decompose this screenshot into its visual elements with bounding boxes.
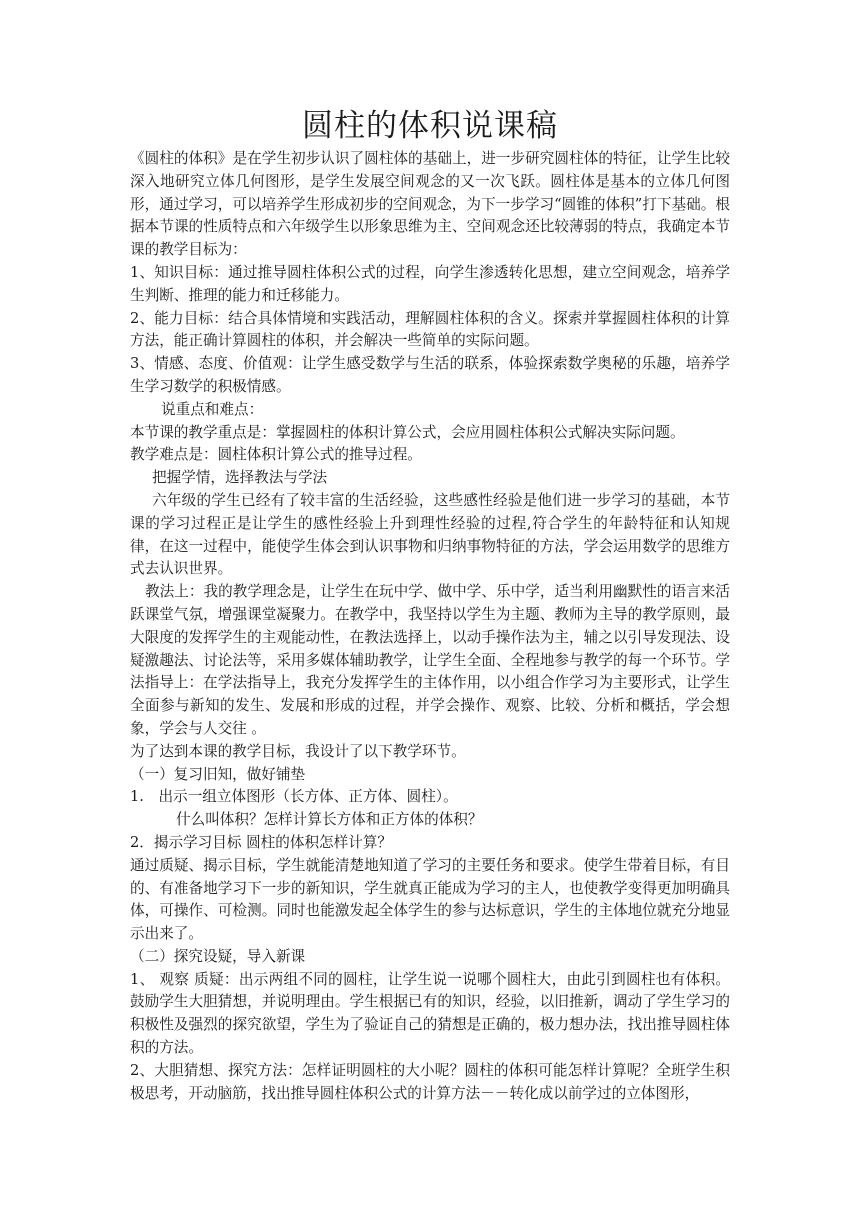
observe-question: 1、 观察 质疑：出示两组不同的圆柱，让学生说一说哪个圆柱大，由此引到圆柱也有体积。鼓励学生大胆猜想，并说明理由。学生根据已有的知识，经验，以旧推新，调动了学生学习的积极性及强烈的探究欲望，学生为了验证自己的猜想是正确的，极力想办法，找出推导圆柱体积的方法。 [130, 970, 730, 1057]
difficult-point: 教学难点是：圆柱体积计算公式的推导过程。 [130, 446, 422, 464]
document-body [130, 148, 730, 1105]
goal-explanation: 通过质疑、揭示目标，学生就能清楚地知道了学习的主要任务和要求。使学生带着目标，有目的、有准备地学习下一步的新知识，学生就真正能成为学习的主人，也使教学变得更加明确具体，可操作、可检测。同时也能激发起全体学生的参与达标意识，学生的主体地位就充分地显示出来了。 [130, 856, 730, 943]
guess-explore: 2、大胆猜想、探究方法：怎样证明圆柱的大小呢？圆柱的体积可能怎样计算呢？全班学生积极思考，开动脑筋，找出推导圆柱体积公式的计算方法－－转化成以前学过的立体图形， [130, 1061, 730, 1102]
key-point: 本节课的教学重点是：掌握圆柱的体积计算公式，会应用圆柱体积公式解决实际问题。 [130, 423, 685, 441]
step-1-question: 什么叫体积？怎样计算长方体和正方体的体积？ [176, 811, 483, 829]
heading-key-points: 说重点和难点： [161, 400, 264, 418]
objective-ability: 2、能力目标：结合具体情境和实践活动，理解圆柱体积的含义。探索并掌握圆柱体积的计算方法，能正确计算圆柱的体积，并会解决一些简单的实际问题。 [130, 309, 730, 350]
heading-methods: 把握学情，选择教法与学法 [152, 469, 328, 487]
teaching-method-paragraph: 教法上：我的教学理念是，让学生在玩中学、做中学、乐中学，适当利用幽默性的语言来活跃课堂气氛，增强课堂凝聚力。在教学中，我坚持以学生为主题、教师为主导的教学原则，最大限度的发挥学生的主观能动性，在教法选择上，以动手操作法为主，辅之以引导发现法、设疑激趣法、讨论法等，采用多媒体辅助教学，让学生全面、全程地参与教学的每一个环节。学法指导上：在学法指导上，我充分发挥学生的主体作用，以小组合作学习为主要形式，让学生全面参与新知的发生、发展和形成的过程，并学会操作、观察、比较、分析和概括，学会想象，学会与人交往 。 [130, 583, 730, 737]
section-one-heading: （一）复习旧知，做好铺垫 [130, 765, 306, 783]
design-intro: 为了达到本课的教学目标，我设计了以下教学环节。 [130, 742, 466, 760]
objective-knowledge: 1、知识目标：通过推导圆柱体积公式的过程，向学生渗透转化思想，建立空间观念，培养学生判断、推理的能力和迁移能力。 [130, 263, 730, 304]
document-title: 圆柱的体积说课稿 [302, 108, 558, 144]
step-2: 2．揭示学习目标 圆柱的体积怎样计算？ [130, 833, 393, 851]
objective-emotion: 3、情感、态度、价值观：让学生感受数学与生活的联系，体验探索数学奥秘的乐趣，培养学生学习数学的积极情感。 [130, 355, 730, 395]
intro-paragraph: 《圆柱的体积》是在学生初步认识了圆柱体的基础上，进一步研究圆柱体的特征，让学生比较深入地研究立体几何图形，是学生发展空间观念的又一次飞跃。圆柱体是基本的立体几何图形，通过学习，可以培养学生形成初步的空间观念，为下一步学习“圆锥的体积”打下基础。根据本节课的性质特点和六年级学生以形象思维为主、空间观念还比较薄弱的特点，我确定本节课的教学目标为： [130, 150, 730, 259]
section-two-heading: （二）探究设疑，导入新课 [130, 947, 306, 965]
student-situation-paragraph: 六年级的学生已经有了较丰富的生活经验，这些感性经验是他们进一步学习的基础，本节课的学习过程正是让学生的感性经验上升到理性经验的过程,符合学生的年龄特征和认知规律，在这一过程中，能使学生体会到认识事物和归纳事物特征的方法，学会运用数学的思维方式去认识世界。 [130, 491, 730, 578]
step-1: 1. 出示一组立体图形（长方体、正方体、圆柱）。 [130, 788, 458, 806]
